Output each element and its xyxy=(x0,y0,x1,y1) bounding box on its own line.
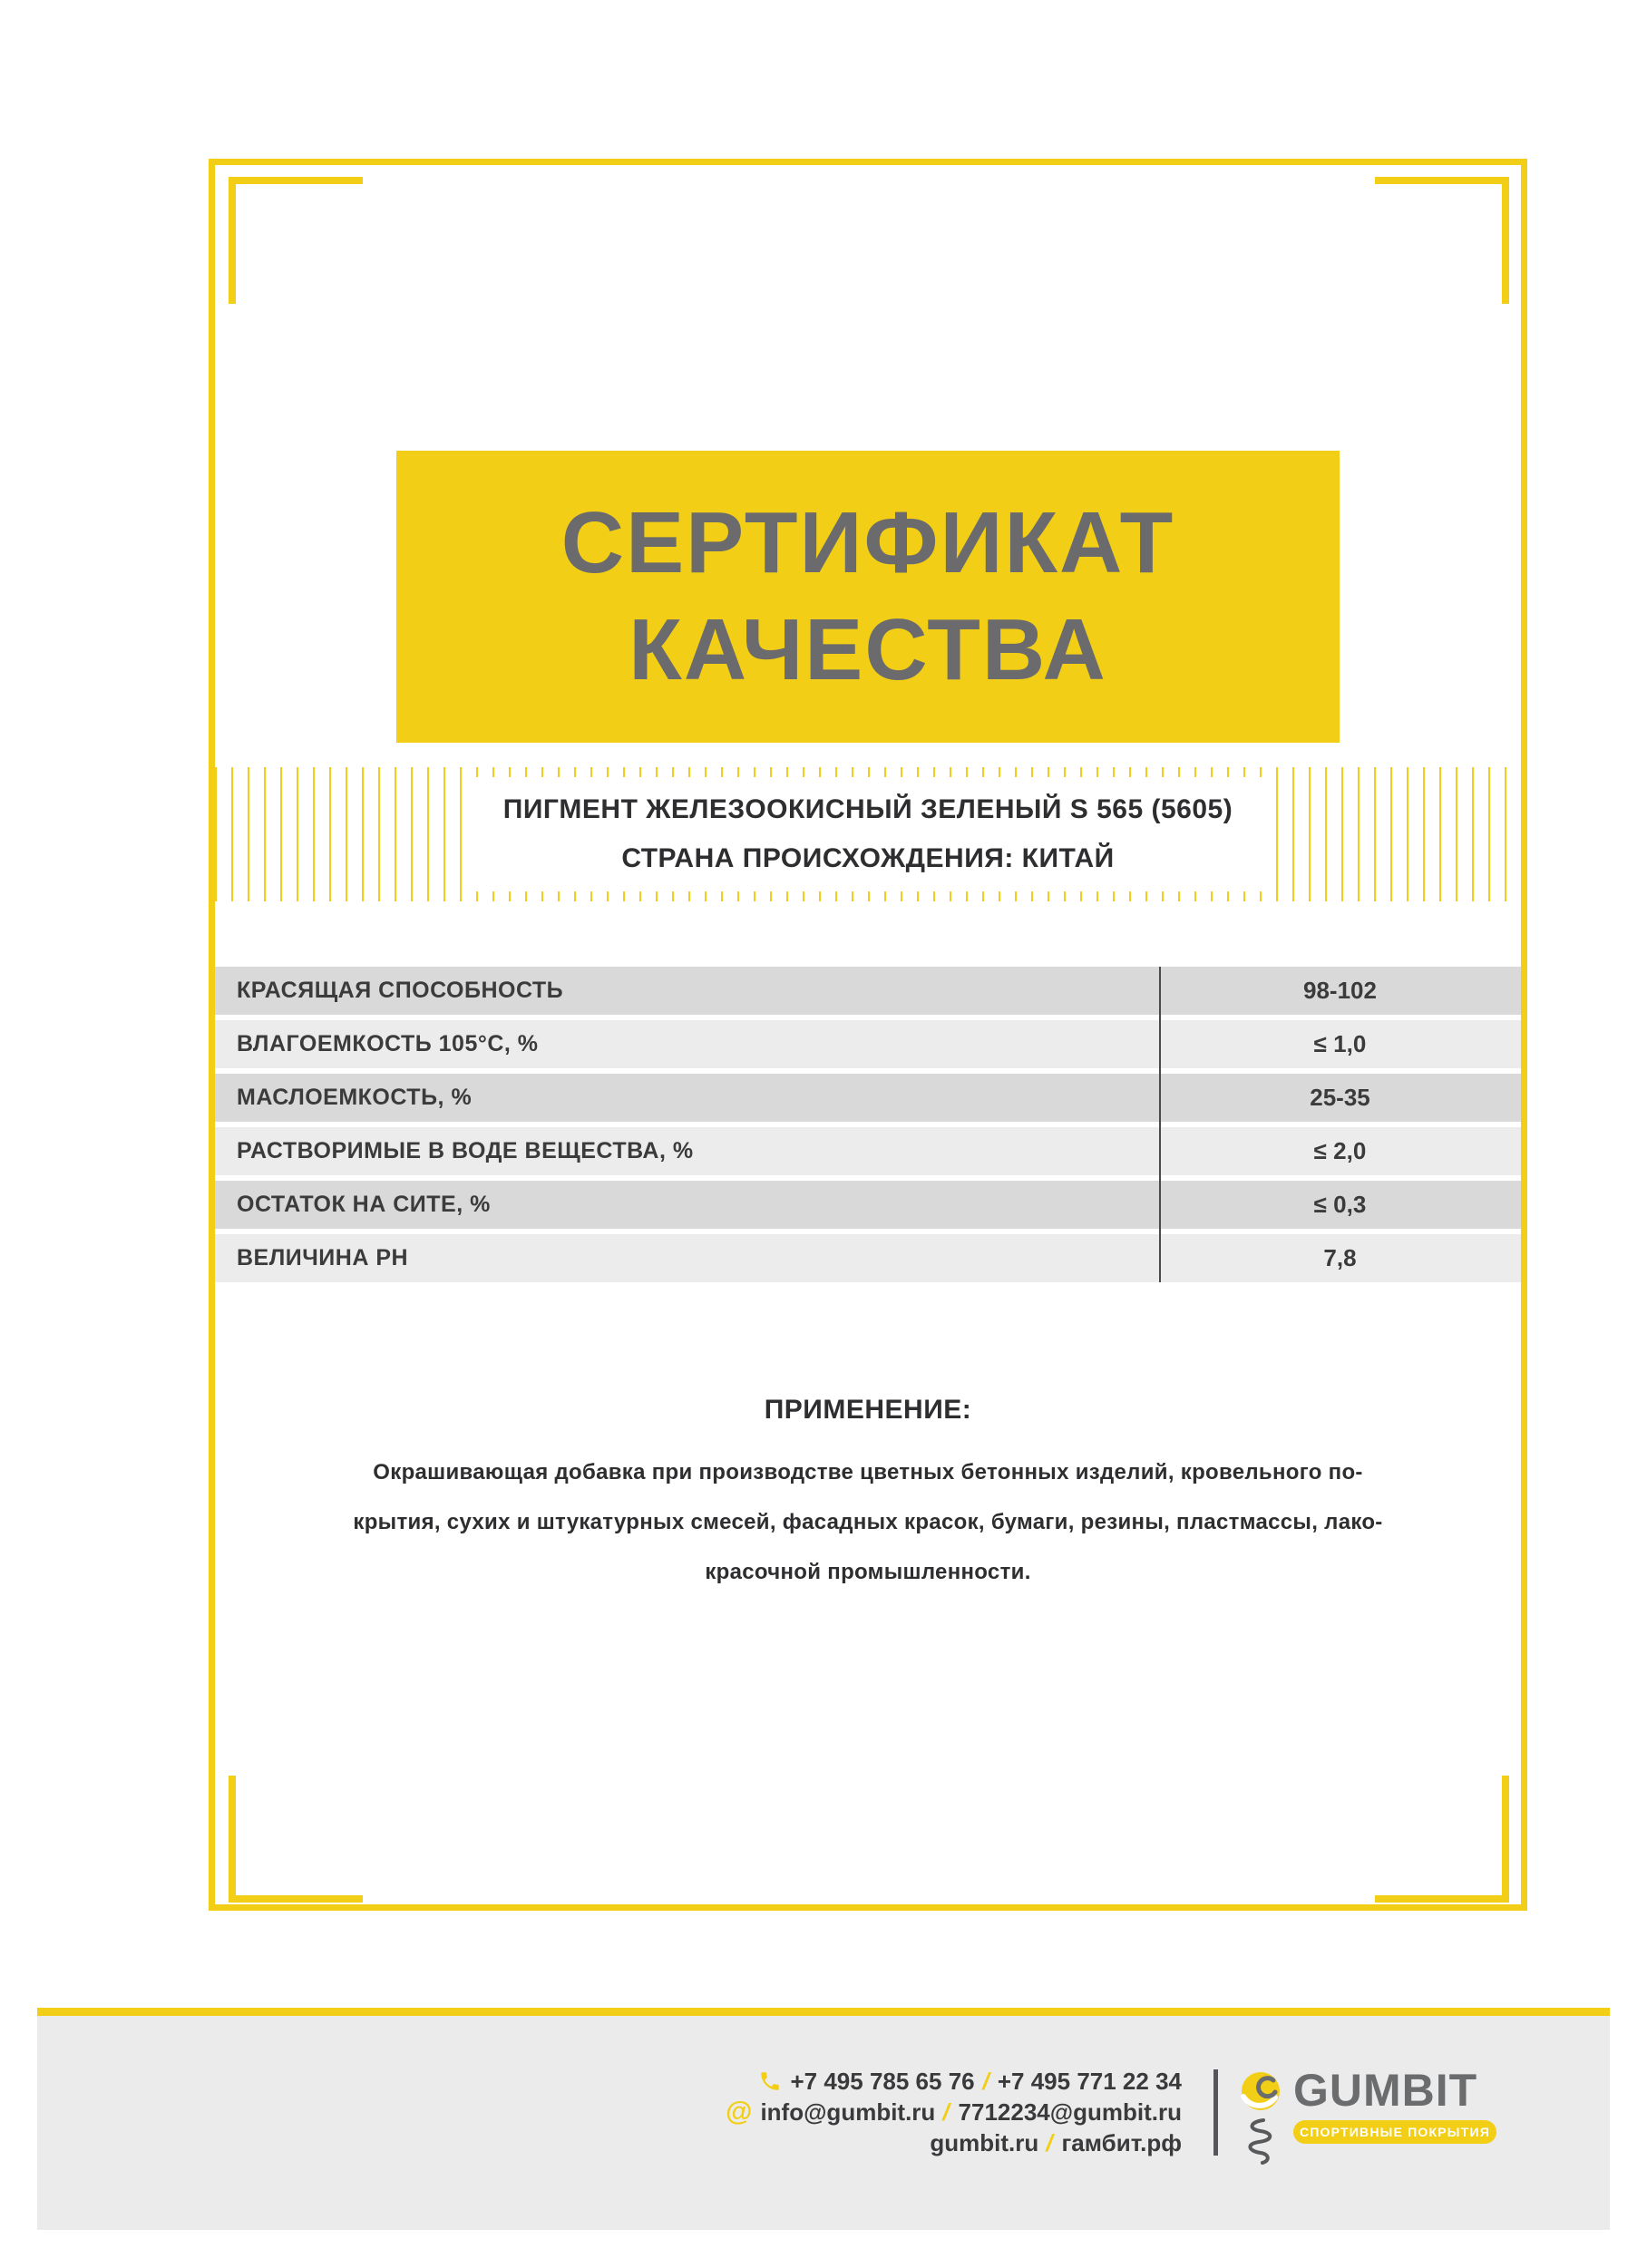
application-text-line: красочной промышленности. xyxy=(705,1560,1031,1584)
website-1: gumbit.ru xyxy=(930,2129,1039,2156)
slash-separator: / xyxy=(1044,2129,1057,2156)
row-label: КРАСЯЩАЯ СПОСОБНОСТЬ xyxy=(237,978,564,1003)
table-row xyxy=(215,1181,1521,1229)
row-value: ≤ 0,3 xyxy=(1313,1191,1367,1218)
footer-vertical-divider xyxy=(1213,2069,1218,2156)
product-name: ПИГМЕНТ ЖЕЛЕЗООКИСНЫЙ ЗЕЛЕНЫЙ S 565 (5605) xyxy=(502,794,1233,825)
table-column-divider xyxy=(1159,967,1161,1282)
at-icon: @ xyxy=(726,2097,753,2127)
title-line-2: КАЧЕСТВА xyxy=(629,601,1107,698)
application-section xyxy=(215,1395,1521,1597)
logo-brand-text: GUMBIT xyxy=(1293,2065,1478,2116)
row-label: ОСТАТОК НА СИТЕ, % xyxy=(237,1192,491,1217)
slash-separator: / xyxy=(979,2068,993,2095)
table-row xyxy=(215,1234,1521,1282)
phone-icon xyxy=(758,2069,782,2100)
table-row xyxy=(215,1074,1521,1122)
table-row xyxy=(215,967,1521,1015)
row-label: РАСТВОРИМЫЕ В ВОДЕ ВЕЩЕСТВА, % xyxy=(237,1138,694,1163)
email-1: info@gumbit.ru xyxy=(760,2098,936,2126)
contact-block xyxy=(726,2066,1182,2158)
logo-tagline-badge: СПОРТИВНЫЕ ПОКРЫТИЯ xyxy=(1293,2120,1496,2144)
website-line xyxy=(726,2127,1182,2158)
application-heading: ПРИМЕНЕНИЕ: xyxy=(764,1395,972,1425)
row-value: ≤ 1,0 xyxy=(1313,1030,1367,1057)
phone-number-2: +7 495 771 22 34 xyxy=(997,2068,1182,2095)
title-line-1: СЕРТИФИКАТ xyxy=(560,494,1175,591)
row-value: 25-35 xyxy=(1310,1084,1370,1111)
row-value: ≤ 2,0 xyxy=(1313,1137,1367,1164)
pinstripe-band xyxy=(215,767,1521,901)
website-2: гамбит.рф xyxy=(1061,2129,1182,2156)
application-text-line: крытия, сухих и штукатурных смесей, фасадных красок, бумаги, резины, пластмассы, лако- xyxy=(353,1510,1383,1534)
gumbit-logo xyxy=(1241,2065,1540,2181)
specification-table xyxy=(215,967,1521,1288)
certificate-title-banner xyxy=(396,451,1340,743)
corner-bracket-top-left xyxy=(229,177,363,304)
corner-bracket-bottom-left xyxy=(229,1776,363,1903)
application-text-line: Окрашивающая добавка при производстве цветных бетонных изделий, кровельного по- xyxy=(373,1460,1363,1484)
email-line xyxy=(726,2097,1182,2127)
row-label: МАСЛОЕМКОСТЬ, % xyxy=(237,1085,473,1110)
row-value: 7,8 xyxy=(1323,1244,1357,1271)
phone-line xyxy=(726,2066,1182,2097)
gumbit-ball-spring-logo-icon xyxy=(1241,2068,1286,2179)
application-text xyxy=(215,1447,1521,1597)
footer-accent-bar xyxy=(37,2008,1610,2016)
slash-separator: / xyxy=(940,2098,953,2126)
row-label: ВЛАГОЕМКОСТЬ 105°С, % xyxy=(237,1031,539,1056)
email-2: 7712234@gumbit.ru xyxy=(958,2098,1182,2126)
row-value: 98-102 xyxy=(1303,977,1377,1004)
product-subtitle-box xyxy=(469,777,1267,891)
footer xyxy=(37,2016,1610,2230)
corner-bracket-top-right xyxy=(1375,177,1509,304)
product-origin: СТРАНА ПРОИСХОЖДЕНИЯ: КИТАЙ xyxy=(621,842,1115,873)
phone-number-1: +7 495 785 65 76 xyxy=(790,2068,975,2095)
table-row xyxy=(215,1127,1521,1175)
table-row xyxy=(215,1020,1521,1068)
row-label: ВЕЛИЧИНА РН xyxy=(237,1245,409,1270)
corner-bracket-bottom-right xyxy=(1375,1776,1509,1903)
